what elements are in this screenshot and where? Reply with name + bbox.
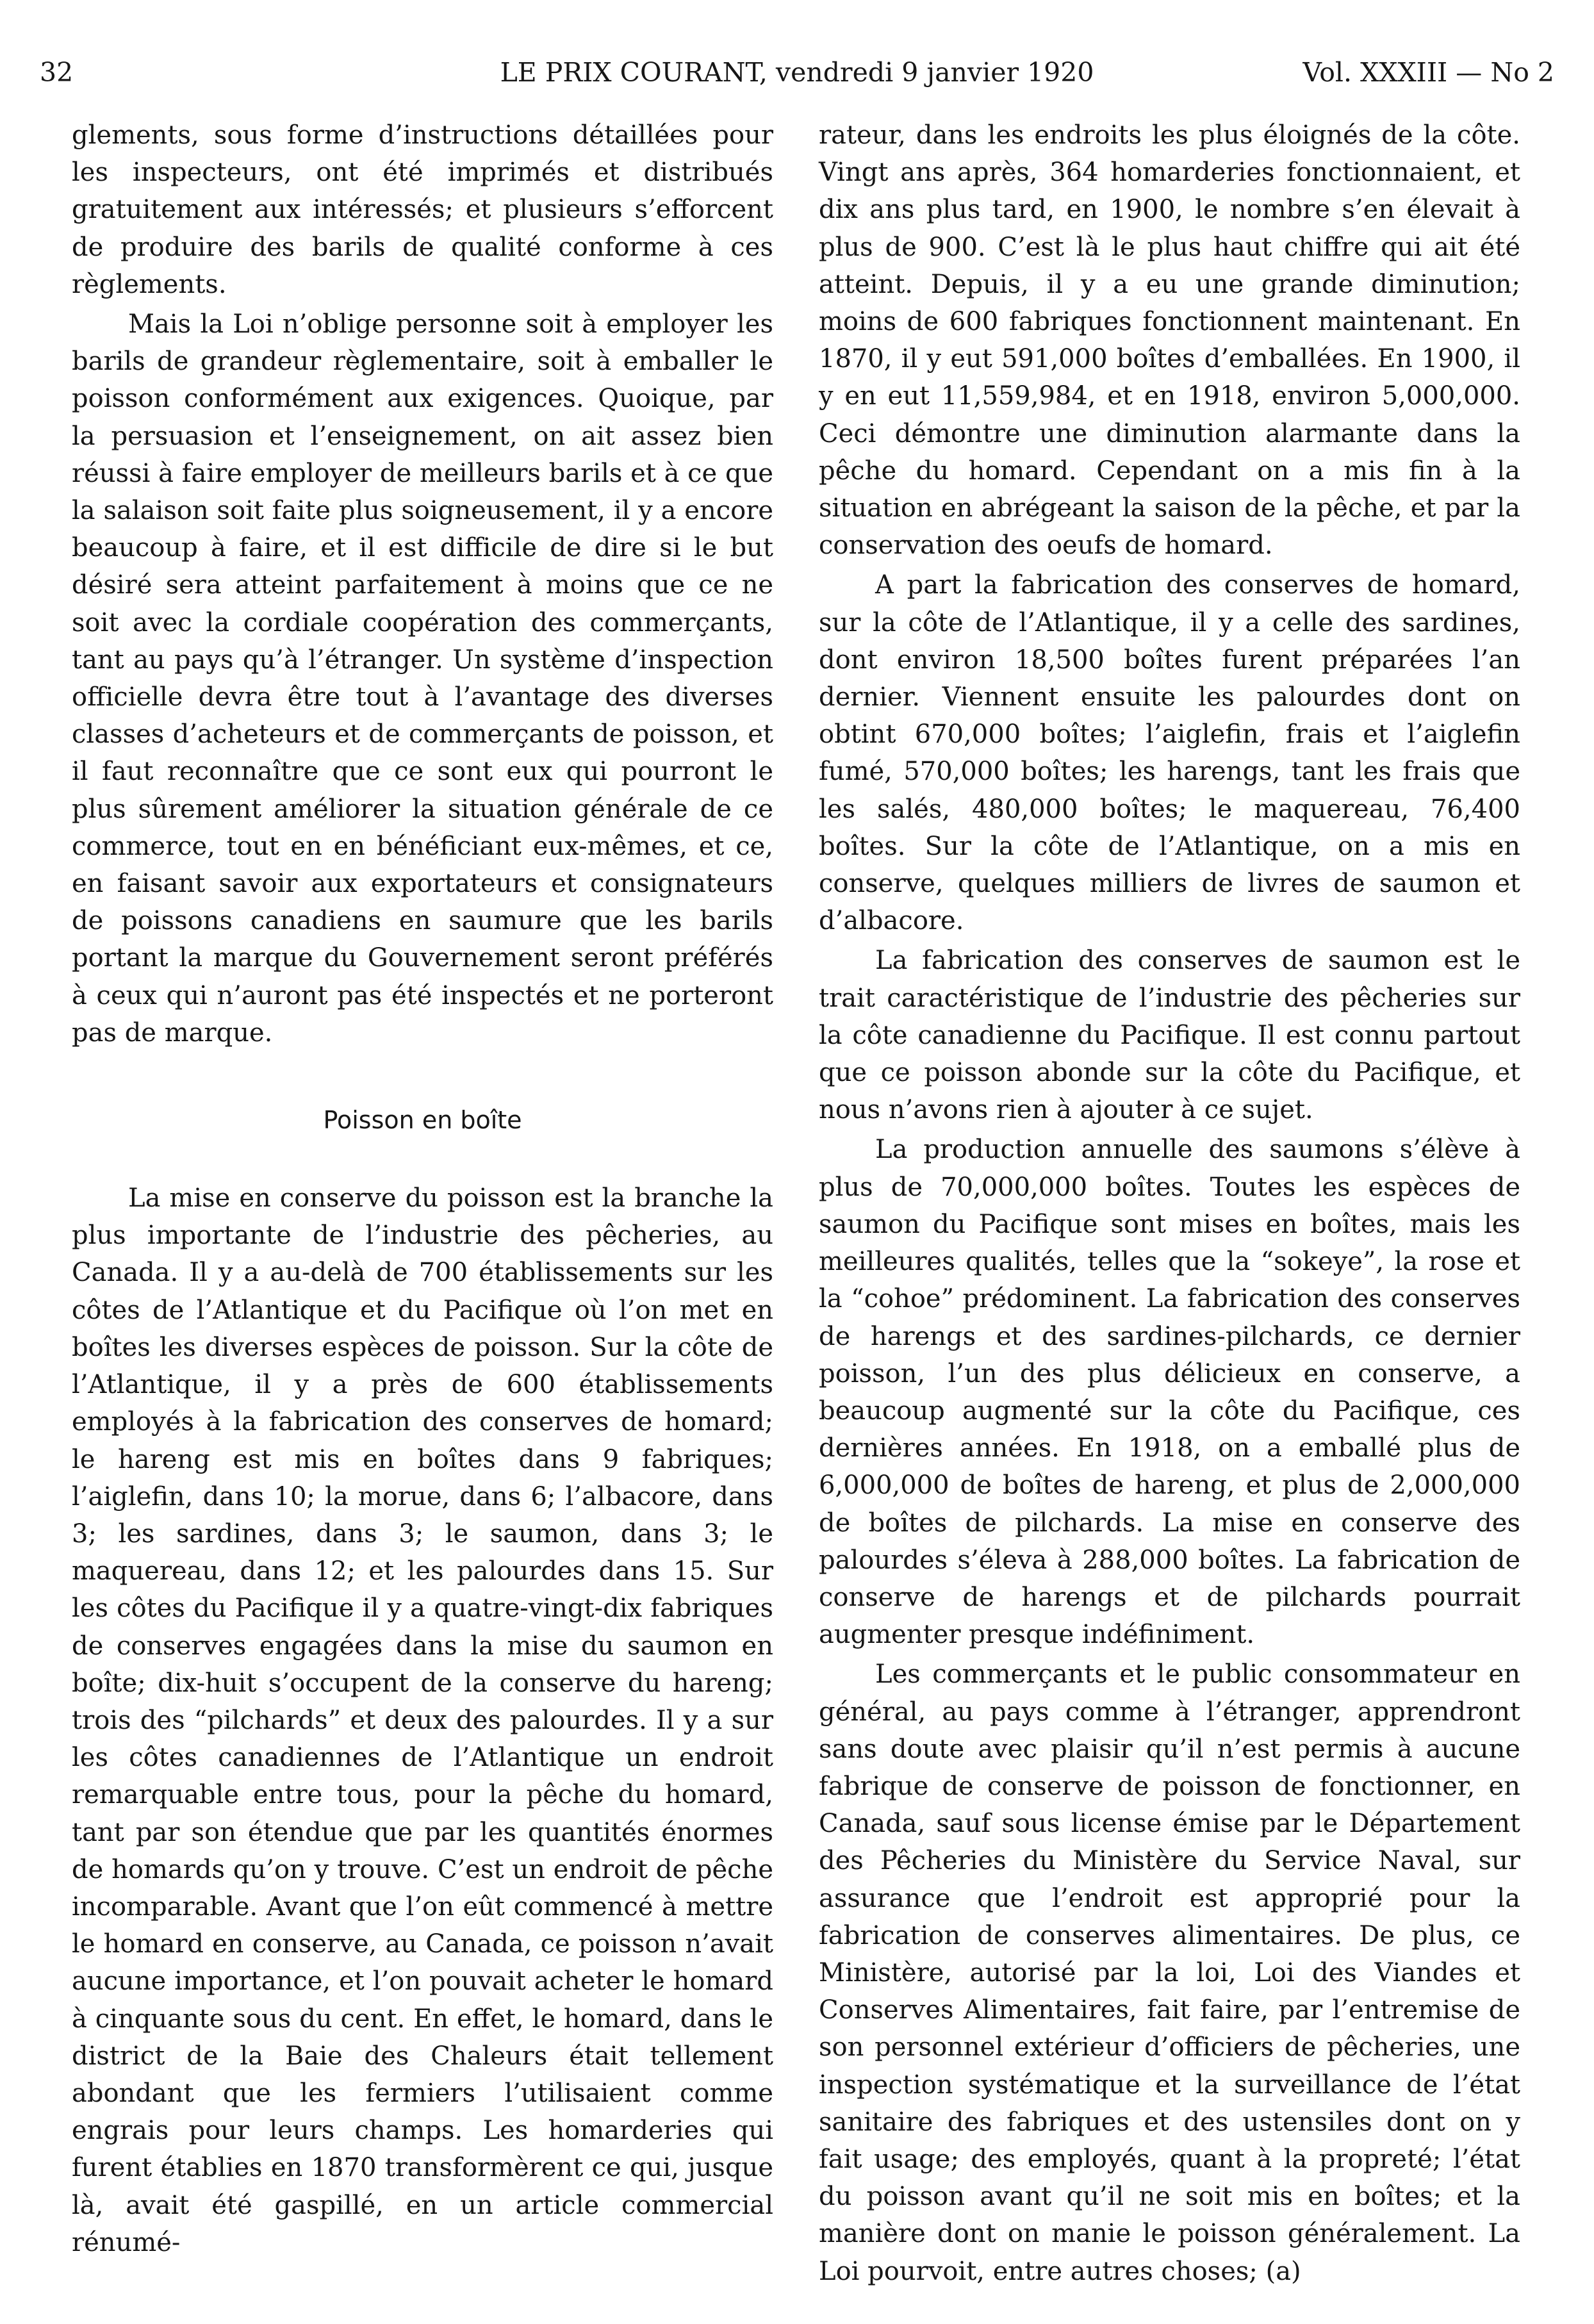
paragraph: La production annuelle des saumons s’élève à plus de 70,000,000 boîtes. Toutes les espèces de saumon du Pacifique sont mises en boîtes, mais les meilleures qualités, telles que la “sokeye”, la rose et la “cohoe” prédominent. La fabrication des conserves de harengs et des sardines-pilchards, ce dernier poisson, l’un des plus délicieux en conserve, a beaucoup augmenté sur la côte du Pacifique, ces dernières années. En 1918, on a emballé plus de 6,000,000 de boîtes de hareng, et plus de 2,000,000 de boîtes de pilchards. La mise en conserve des palourdes s’éleva à 288,000 boîtes. La fabrication de conserve de harengs et de pilchards pourrait augmenter presque indéfiniment.	[819, 1135, 1520, 1650]
publication-title: LE PRIX COURANT, vendredi 9 janvier 1920	[500, 57, 1094, 88]
issue-number: Vol. XXXIII — No 2	[1302, 57, 1554, 88]
paragraph: La fabrication des conserves de saumon est le trait caractéristique de l’industrie des pêcheries sur la côte canadienne du Pacifique. Il est connu partout que ce poisson abonde sur la côte du Pacifique, et nous n’avons rien à ajouter à ce sujet.	[819, 946, 1520, 1125]
right-column	[819, 117, 1520, 2290]
paragraph: A part la fabrication des conserves de homard, sur la côte de l’Atlantique, il y a celle des sardines, dont environ 18,500 boîtes furent préparées l’an dernier. Viennent ensuite les palourdes dont on obtint 670,000 boîtes; l’aiglefin, frais et l’aiglefin fumé, 570,000 boîtes; les harengs, tant les frais que les salés, 480,000 boîtes; le maquereau, 76,400 boîtes. Sur la côte de l’Atlantique, on a mis en conserve, quelques milliers de livres de saumon et d’albacore.	[819, 570, 1520, 936]
paragraph: Les commerçants et le public consommateur en général, au pays comme à l’étranger, apprendront sans doute avec plaisir qu’il n’est permis à aucune fabrique de conserve de poisson de fonctionner, en Canada, sauf sous license émise par le Département des Pêcheries du Ministère du Service Naval, sur assurance que l’endroit est approprié pour la fabrication de conserves alimentaires. De plus, ce Ministère, autorisé par la loi, Loi des Viandes et Conserves Alimentaires, fait faire, par l’entremise de son personnel extérieur d’officiers de pêcheries, une inspection systématique et la surveillance de l’état sanitaire des fabriques et des ustensiles dont on y fait usage; des employés, quant à la propreté; l’état du poisson avant qu’il ne soit mis en boîtes; et la manière dont on manie le poisson généralement. La Loi pourvoit, entre autres choses; (a)	[819, 1660, 1520, 2286]
paragraph: glements, sous forme d’instructions détaillées pour les inspecteurs, ont été imprimés et distribués gratuitement aux intéressés; et plusieurs s’efforcent de produire des barils de qualité conforme à ces règlements.	[72, 120, 773, 299]
paragraph: rateur, dans les endroits les plus éloignés de la côte. Vingt ans après, 364 homarderies fonctionnaient, et dix ans plus tard, en 1900, le nombre s’en élevait à plus de 900. C’est là le plus haut chiffre qui ait été atteint. Depuis, il y a eu une grande diminution; moins de 600 fabriques fonctionnent maintenant. En 1870, il y eut 591,000 boîtes d’emballées. En 1900, il y en eut 11,559,984, et en 1918, environ 5,000,000. Ceci démontre une diminution alarmante dans la pêche du homard. Cependant on a mis fin à la situation en abrégeant la saison de la pêche, et par la conservation des oeufs de homard.	[819, 120, 1520, 561]
paragraph: La mise en conserve du poisson est la branche la plus importante de l’industrie des pêcheries, au Canada. Il y a au-delà de 700 établissements sur les côtes de l’Atlantique et du Pacifique où l’on met en boîtes les diverses espèces de poisson. Sur la côte de l’Atlantique, il y a près de 600 établissements employés à la fabrication des conserves de homard; le hareng est mis en boîtes dans 9 fabriques; l’aiglefin, dans 10; la morue, dans 6; l’albacore, dans 3; les sardines, dans 3; le saumon, dans 3; le maquereau, dans 12; et les palourdes dans 15. Sur les côtes du Pacifique il y a quatre-vingt-dix fabriques de conserves engagées dans la mise du saumon en boîte; dix-huit s’occupent de la conserve du hareng; trois des “pilchards” et deux des palourdes. Il y a sur les côtes canadiennes de l’Atlantique un endroit remarquable entre tous, pour la pêche du homard, tant par son étendue que par les quantités énormes de homards qu’on y trouve. C’est un endroit de pêche incomparable. Avant que l’on eût commencé à mettre le homard en conserve, au Canada, ce poisson n’avait aucune importance, et l’on pouvait acheter le homard à cinquante sous du cent. En effet, le homard, dans le district de la Baie des Chaleurs était tellement abondant que les fermiers l’utilisaient comme engrais pour leurs champs. Les homarderies qui furent établies en 1870 transformèrent ce qui, jusque là, avait été gaspillé, en un article commercial rénumé-	[72, 1183, 773, 2257]
page-header	[40, 50, 1554, 95]
page-number: 32	[40, 57, 74, 88]
section-heading: Poisson en boîte	[323, 1106, 522, 1135]
left-column	[72, 117, 773, 2261]
paragraph: Mais la Loi n’oblige personne soit à employer les barils de grandeur règlementaire, soit à emballer le poisson conformément aux exigences. Quoique, par la persuasion et l’enseignement, on ait assez bien réussi à faire employer de meilleurs barils et à ce que la salaison soit faite plus soigneusement, il y a encore beaucoup à faire, et il est difficile de dire si le but désiré sera atteint parfaitement à moins que ce ne soit avec la cordiale coopération des commerçants, tant au pays qu’à l’étranger. Un système d’inspection officielle devra être tout à l’avantage des diverses classes d’acheteurs et de commerçants de poisson, et il faut reconnaître que ce sont eux qui pourront le plus sûrement améliorer la situation générale de ce commerce, tout en en bénéficiant eux-mêmes, et ce, en faisant savoir aux exportateurs et consignateurs de poissons canadiens en saumure que les barils portant la marque du Gouvernement seront préférés à ceux qui n’auront pas été inspectés et ne porteront pas de marque.	[72, 309, 773, 1048]
